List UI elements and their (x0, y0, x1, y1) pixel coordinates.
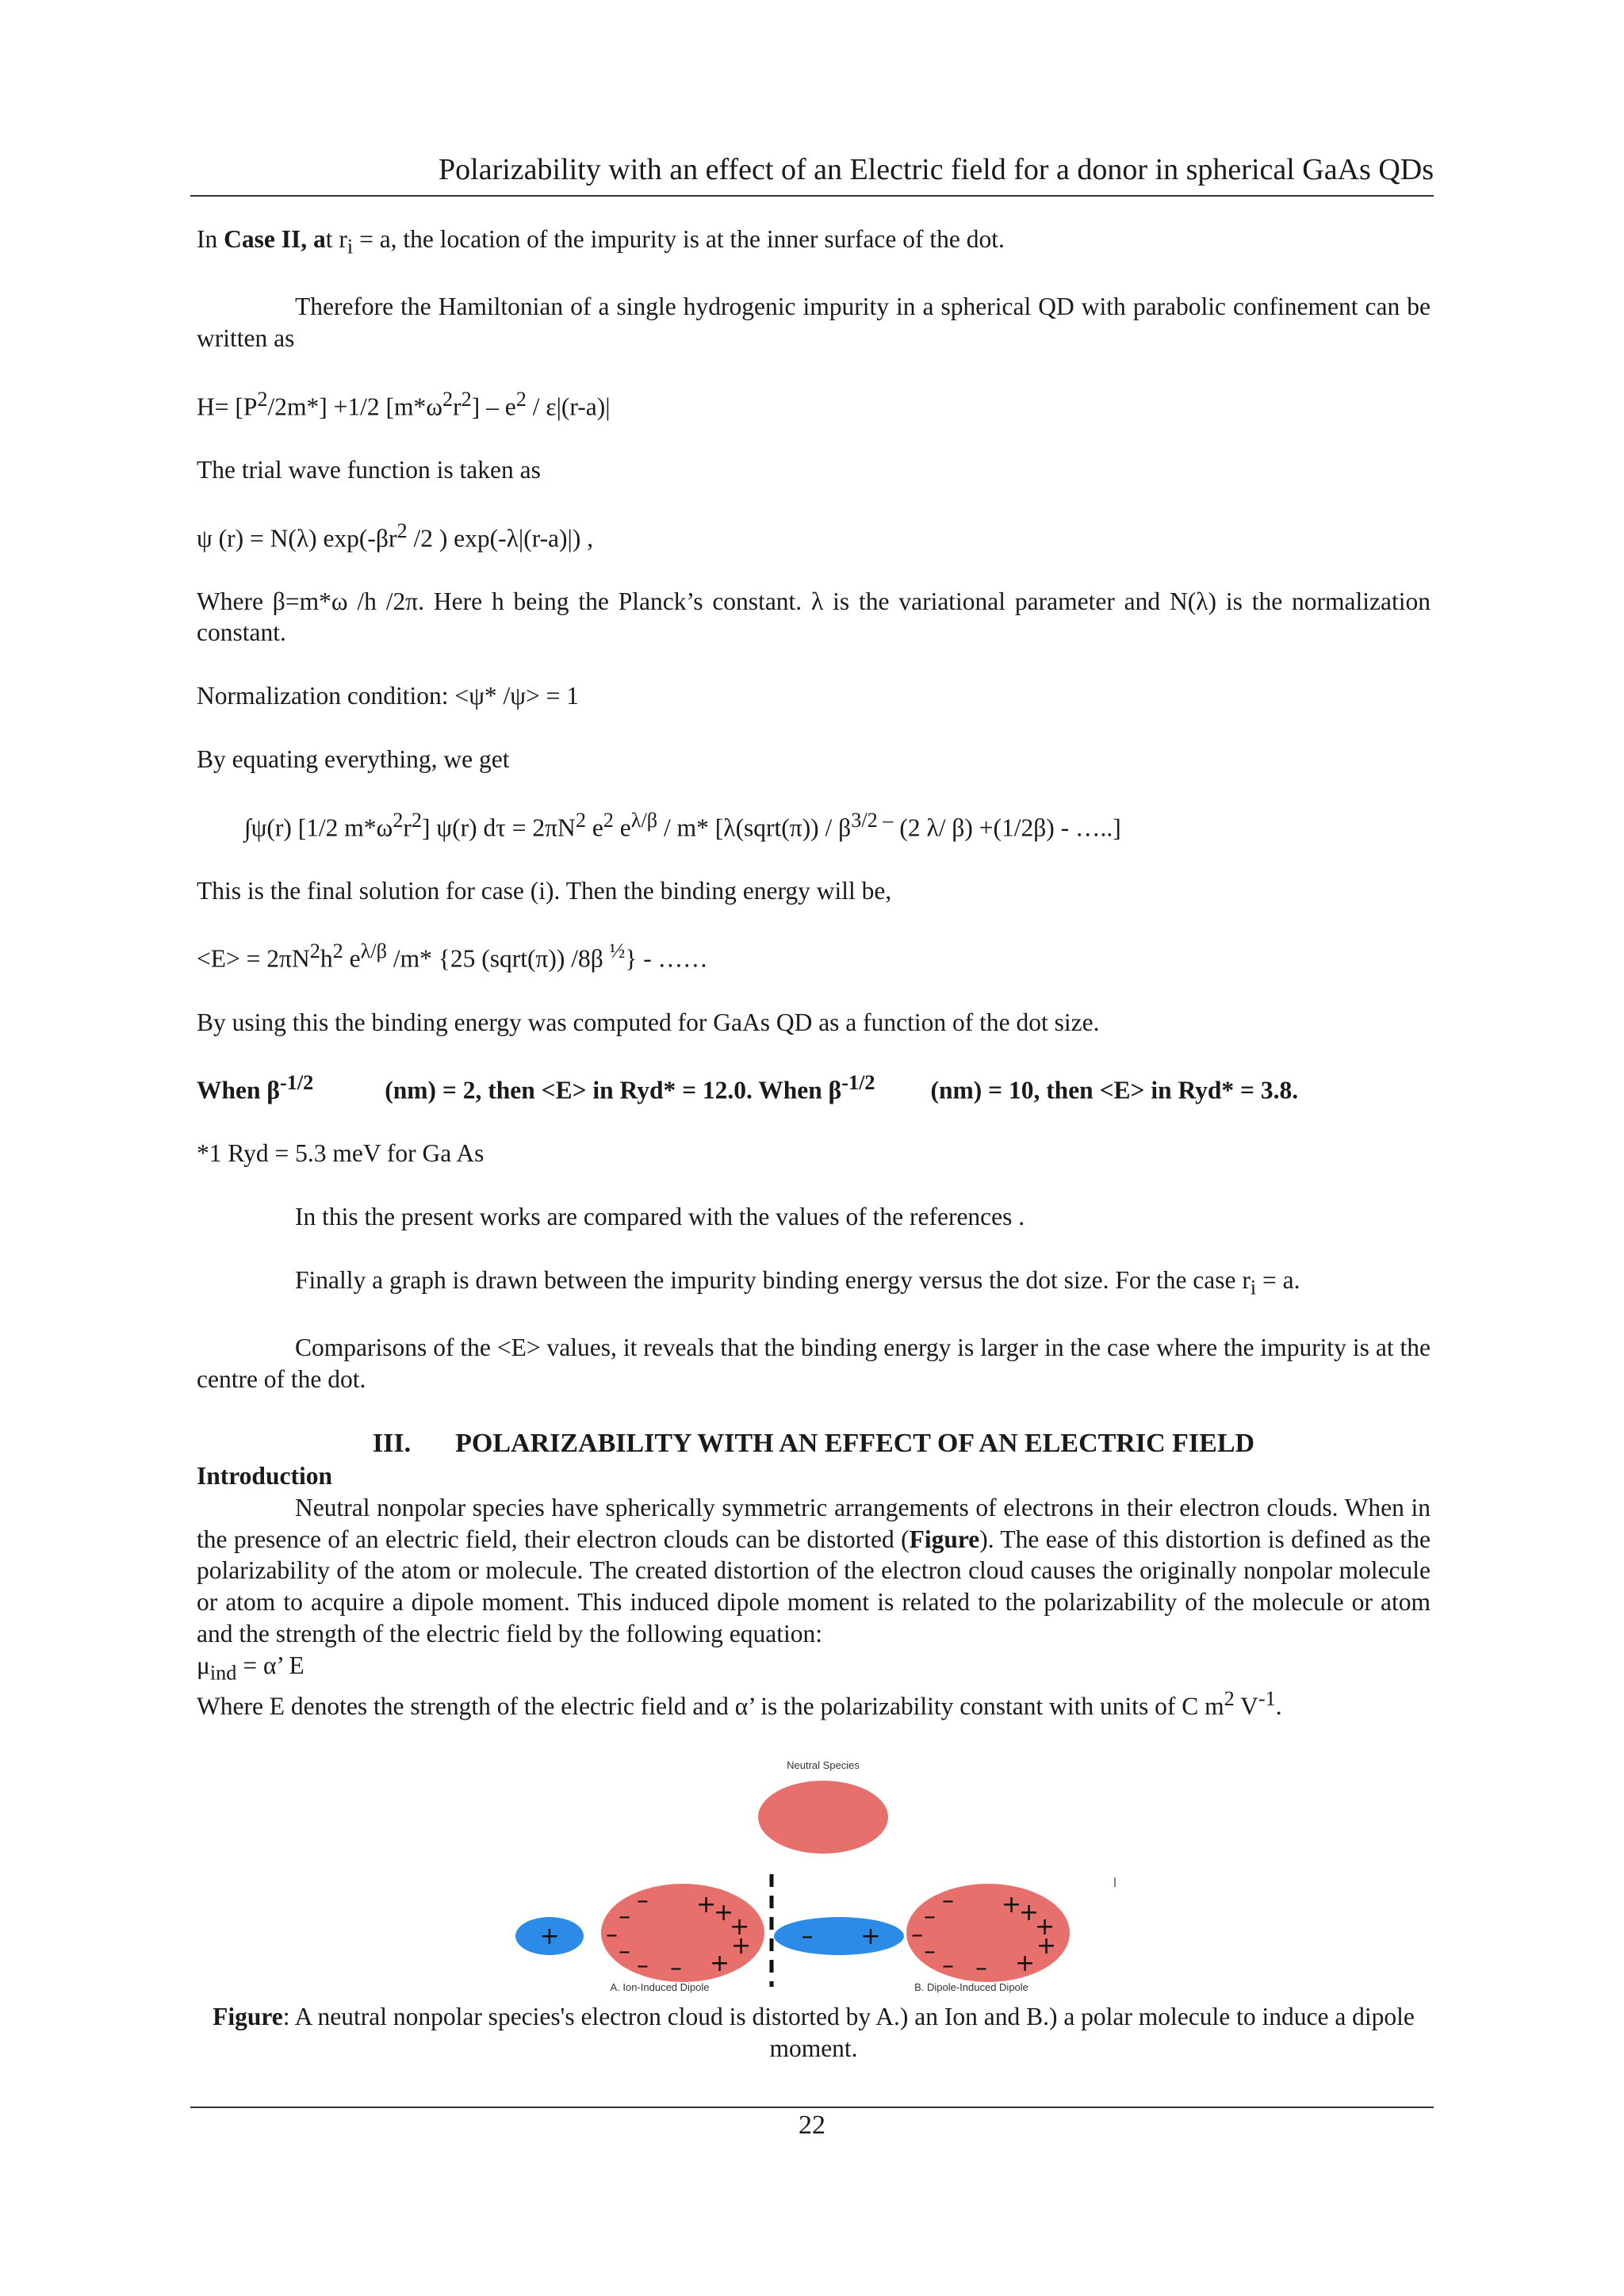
label-dipole-induced-dipole: B. Dipole-Induced Dipole (914, 1981, 1028, 1993)
final-solution-line: This is the final solution for case (i). Then the binding energy will be, (197, 876, 892, 905)
case2-tr: t r (325, 225, 347, 253)
introduction-paragraph: Neutral nonpolar species have spherically symmetric arrangements of electrons in their electron clouds. When in the presence of an electric field, their electron clouds can be distorted (Figure). The ease of this distortion is defined as the polarizability of the atom or molecule. The created distortion of the electron cloud causes the originally nonpolar molecule or atom to acquire a dipole moment. This induced dipole moment is related to the polarizability of the molecule or atom and the strength of the electric field by the following equation: (197, 1494, 1431, 1647)
svg-text:+: + (1019, 1899, 1040, 1927)
svg-text:–: – (670, 1954, 682, 1982)
svg-text:+: + (1036, 1932, 1057, 1960)
svg-text:–: – (924, 1938, 936, 1965)
hamiltonian-equation: $H= [P^2/2m*] +1/2$ $[m*\omega^2r^2] - e^2 / \varepsilon|(r-a)|$ (197, 387, 611, 421)
polar-molecule (774, 1917, 904, 1955)
graph-line: Finally a graph is drawn between the impurity binding energy versus the dot size. For the case $r_i = a$. (295, 1265, 1300, 1299)
polar-minus-sign: – (801, 1923, 814, 1950)
ryd-note: *1 Ryd = 5.3 meV for Ga As (197, 1139, 485, 1168)
svg-text:+: + (730, 1913, 750, 1941)
case2-in: In (197, 225, 224, 253)
integral-equation: ∫ψ(r) [1/2 $m*\omega^2r^2$] ψ(r) $d\tau = 2\pi N^2$ $e^2$ $e^{\lambda/\beta} / m*$ [λ(sqrt(π)) / $\beta^{3/2 -}$ (2 λ/ β) +(1/2β) - …..] (244, 808, 1121, 842)
hamiltonian-intro: Therefore the Hamiltonian of a single hydrogenic impurity in a spherical QD with parabolic confinement can be written as (197, 293, 1431, 353)
normalization-condition: Normalization condition: <ψ* /ψ> = 1 (197, 682, 580, 710)
case2-paragraph (197, 224, 1431, 259)
compared-line: In this the present works are compared with the values of the references . (295, 1203, 1025, 1231)
svg-text:+: + (1035, 1913, 1055, 1941)
page-number: 22 (799, 2110, 825, 2140)
comparisons-paragraph: Comparisons of the <E> values, it reveals that the binding energy is larger in the case where the impurity is at the centre of the dot. (197, 1334, 1431, 1393)
introduction-heading: Introduction (197, 1462, 332, 1490)
equating-line: By equating everything, we get (197, 744, 510, 773)
case2-sub: i (347, 235, 354, 258)
section-title: POLARIZABILITY WITH AN EFFECT OF AN ELECTRIC FIELD (455, 1428, 1255, 1458)
svg-text:+: + (731, 1932, 752, 1960)
neutral-species-label: Neutral Species (787, 1759, 860, 1771)
section-heading (197, 1427, 1431, 1461)
energy-equation: $<E> = 2\pi N^2h^2$ $e^{\lambda/\beta}$ /m* {25 (sqrt(π)) /8β $^{\frac{1}{2}}$} - …… (197, 939, 708, 973)
where-beta-paragraph: Where β=m*ω /h /2π. Here h being the Planck’s constant. λ is the variational parameter and N(λ) is the normalization constant. (197, 587, 1431, 647)
svg-text:–: – (619, 1938, 630, 1965)
svg-text:+: + (1002, 1891, 1022, 1919)
caption-text: : A neutral nonpolar species's electron cloud is distorted by A.) an Ion and B.) a polar molecule to induce a dipole moment. (282, 2003, 1415, 2062)
label-ion-induced-dipole: A. Ion-Induced Dipole (610, 1981, 710, 1993)
where-e-line: Where E denotes the strength of the electric field and α’ is the polarizability constant with units of C $m^2$ $V^{-1}$. (197, 1686, 1282, 1720)
ion-plus-sign: + (539, 1923, 560, 1950)
svg-text:–: – (924, 1903, 936, 1931)
mu-equation: $\mu_{ind} = \alpha$’ E (197, 1651, 304, 1684)
computed-line: By using this the binding energy was computed for GaAs QD as a function of the dot size. (197, 1008, 1100, 1036)
footer-rule (190, 2107, 1434, 2108)
result-line: When $\beta^{-1/2}$ (nm) = 2, then <E> in Ryd* = 12.0. When $\beta^{-1/2}$ (nm) = 10, then <E> in Ryd* = 3.8. (197, 1071, 1299, 1104)
svg-text:–: – (942, 1887, 954, 1915)
svg-text:+: + (714, 1899, 734, 1927)
case2-rest: = a, the location of the impurity is at the inner surface of the dot. (353, 225, 1005, 253)
svg-text:–: – (911, 1921, 923, 1949)
svg-text:–: – (942, 1952, 954, 1980)
trial-intro: The trial wave function is taken as (197, 455, 541, 484)
neutral-cloud (758, 1781, 888, 1854)
running-header: Polarizability with an effect of an Electric field for a donor in spherical GaAs QDs (190, 152, 1434, 197)
svg-text:+: + (1015, 1950, 1036, 1977)
figure-caption (197, 2001, 1431, 2064)
svg-text:+: + (710, 1950, 730, 1977)
caption-label: Figure (213, 2003, 283, 2030)
svg-text:–: – (619, 1903, 630, 1931)
trial-equation: ψ (r) = N(λ) $\exp(-\beta r^2$ /2 ) exp(-λ|(r-a)|) , (197, 519, 594, 553)
polar-plus-sign: + (860, 1923, 881, 1950)
polarization-figure (508, 1757, 1126, 1995)
svg-text:+: + (696, 1891, 717, 1919)
svg-text:–: – (606, 1921, 618, 1949)
svg-text:–: – (637, 1952, 649, 1980)
figure-reference: Figure (909, 1525, 980, 1553)
case2-label: Case II, a (224, 225, 326, 253)
body-text (197, 224, 1431, 1722)
section-number: III. (372, 1428, 412, 1458)
svg-text:–: – (637, 1887, 649, 1915)
svg-text:–: – (975, 1954, 987, 1982)
